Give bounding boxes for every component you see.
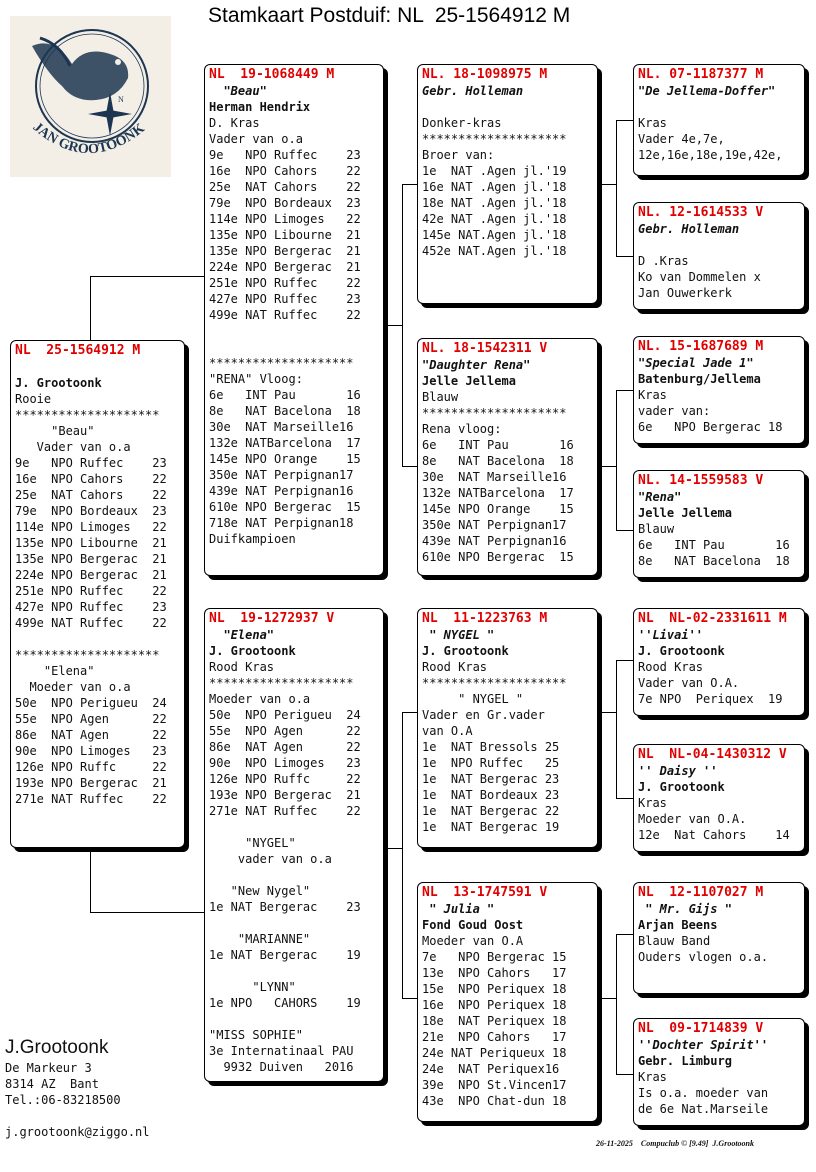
card-line: Moeder van o.a bbox=[209, 692, 311, 706]
pedigree-card-fm-father[interactable] bbox=[633, 336, 805, 444]
card-line: 50e NPO Perigueu 24 bbox=[15, 696, 167, 710]
svg-text:JAN GROOTOONK bbox=[30, 120, 148, 158]
pigeon-name: " Julia " bbox=[422, 902, 495, 916]
card-line: 114e NPO Limoges 22 bbox=[15, 520, 167, 534]
pigeon-name: "Elena" bbox=[209, 628, 275, 642]
card-line: 7e NPO Bergerac 15 bbox=[422, 950, 567, 964]
card-line: "LYNN" bbox=[209, 980, 296, 994]
owner-name: J. Grootoonk bbox=[422, 644, 509, 658]
card-line: 251e NPO Ruffec 22 bbox=[15, 584, 167, 598]
card-line: 1e NAT Bergerac 19 bbox=[422, 820, 560, 834]
connector bbox=[90, 912, 204, 913]
card-line: 126e NPO Ruffc 22 bbox=[209, 772, 361, 786]
card-line: Blauw Band bbox=[638, 934, 711, 948]
connector bbox=[616, 660, 617, 798]
connector bbox=[616, 530, 633, 531]
card-line: Broer van: bbox=[422, 148, 495, 162]
connector bbox=[90, 276, 204, 277]
card-line: ******************** bbox=[209, 356, 354, 370]
ring-number: NL 25-1564912 M bbox=[15, 343, 141, 358]
card-line: ******************** bbox=[209, 676, 354, 690]
card-line: Donker-kras bbox=[422, 116, 502, 130]
card-line: 145e NAT.Agen jl.'18 bbox=[422, 228, 567, 242]
pigeon-name: Gebr. Holleman bbox=[638, 222, 740, 236]
card-line: 25e NAT Cahors 22 bbox=[209, 180, 361, 194]
card-line: ******************** bbox=[422, 132, 567, 146]
pedigree-card-mm-father[interactable] bbox=[633, 882, 805, 994]
card-line: Rooie bbox=[15, 392, 52, 406]
card-line: D. Kras bbox=[209, 116, 260, 130]
card-line: 610e NPO Bergerac 15 bbox=[422, 550, 574, 564]
card-line: 18e NAT .Agen jl.'18 bbox=[422, 196, 567, 210]
card-line: 42e NAT .Agen jl.'18 bbox=[422, 212, 567, 226]
connector bbox=[598, 184, 616, 185]
card-line: 499e NAT Ruffec 22 bbox=[15, 616, 167, 630]
card-line: 610e NPO Bergerac 15 bbox=[209, 500, 361, 514]
connector bbox=[90, 848, 91, 912]
connector bbox=[616, 1074, 633, 1075]
pigeon-name: Gebr. Holleman bbox=[422, 84, 524, 98]
connector bbox=[616, 256, 633, 257]
ring-number: NL. 12-1614533 V bbox=[638, 205, 764, 220]
pigeon-name: "Daughter Rena" bbox=[422, 358, 531, 372]
card-line: Ko van Dommelen x bbox=[638, 270, 761, 284]
breeder-name: J.Grootoonk bbox=[5, 1037, 109, 1058]
owner-name: J. Grootoonk bbox=[638, 780, 725, 794]
card-line: "Elena" bbox=[15, 664, 95, 678]
card-line: "MARIANNE" bbox=[209, 932, 311, 946]
card-line: 193e NPO Bergerac 21 bbox=[209, 788, 361, 802]
pedigree-card-fm-mother[interactable] bbox=[633, 470, 805, 578]
connector bbox=[598, 712, 616, 713]
card-line: 224e NPO Bergerac 21 bbox=[209, 260, 361, 274]
card-line: 16e NPO Cahors 22 bbox=[15, 472, 167, 486]
ring-number: NL. 18-1542311 V bbox=[422, 341, 548, 356]
pedigree-card-mm-mother[interactable] bbox=[633, 1018, 805, 1126]
card-line: vader van: bbox=[638, 404, 711, 418]
card-line: 135e NPO Libourne 21 bbox=[209, 228, 361, 242]
card-line: 193e NPO Bergerac 21 bbox=[15, 776, 167, 790]
ring-number: NL. 14-1559583 V bbox=[638, 473, 764, 488]
card-line: "RENA" Vloog: bbox=[209, 372, 303, 386]
card-line: 439e NAT Perpignan16 bbox=[422, 534, 567, 548]
connector bbox=[402, 998, 417, 999]
card-line: 145e NPO Orange 15 bbox=[209, 452, 361, 466]
card-line: 7e NPO Periquex 19 bbox=[638, 692, 783, 706]
card-line: Vader 4e,7e, bbox=[638, 132, 725, 146]
card-line: 1e NAT Bergerac 23 bbox=[422, 772, 560, 786]
pedigree-card-ff-father[interactable] bbox=[633, 64, 805, 176]
logo bbox=[10, 16, 171, 177]
card-line: Is o.a. moeder van bbox=[638, 1086, 769, 1100]
card-line: 135e NPO Bergerac 21 bbox=[209, 244, 361, 258]
card-line: D .Kras bbox=[638, 254, 689, 268]
pedigree-card-mf-mother[interactable] bbox=[633, 744, 805, 852]
pedigree-card-mf-father[interactable] bbox=[633, 608, 805, 716]
card-line: 6e INT Pau 16 bbox=[209, 388, 361, 402]
card-line: 126e NPO Ruffc 22 bbox=[15, 760, 167, 774]
card-line: 114e NPO Limoges 22 bbox=[209, 212, 361, 226]
breeder-city: 8314 AZ Bant bbox=[5, 1077, 99, 1091]
pigeon-name: '' Daisy '' bbox=[638, 764, 718, 778]
card-line: 90e NPO Limoges 23 bbox=[15, 744, 167, 758]
pigeon-name: "Rena" bbox=[638, 490, 682, 504]
card-line: "Beau" bbox=[15, 424, 95, 438]
card-line: 13e NPO Cahors 17 bbox=[422, 966, 567, 980]
card-line: 1e NAT Bressols 25 bbox=[422, 740, 560, 754]
ring-number: NL. 18-1098975 M bbox=[422, 67, 548, 82]
card-line: 1e NAT .Agen jl.'19 bbox=[422, 164, 567, 178]
card-line: Kras bbox=[638, 388, 667, 402]
card-line: 427e NPO Ruffec 23 bbox=[209, 292, 361, 306]
card-line: de 6e Nat.Marseile bbox=[638, 1102, 769, 1116]
ring-number: NL NL-04-1430312 V bbox=[638, 747, 787, 762]
pedigree-card-subject[interactable] bbox=[10, 340, 185, 848]
card-line: 39e NPO St.Vincen17 bbox=[422, 1078, 567, 1092]
card-line: 9e NPO Ruffec 23 bbox=[209, 148, 361, 162]
pigeon-compass-logo-icon bbox=[10, 16, 171, 177]
card-line bbox=[638, 99, 800, 115]
owner-name: J. Grootoonk bbox=[15, 376, 102, 390]
page-title: Stamkaart Postduif: NL 25-1564912 M bbox=[208, 4, 571, 27]
card-line: 452e NAT.Agen jl.'18 bbox=[422, 244, 567, 258]
card-line: 135e NPO Libourne 21 bbox=[15, 536, 167, 550]
pedigree-card-mother[interactable] bbox=[204, 608, 384, 1082]
card-line: 30e NAT Marseille16 bbox=[422, 470, 567, 484]
connector bbox=[402, 184, 403, 466]
breeder-address: De Markeur 3 bbox=[5, 1061, 92, 1075]
breeder-phone: Tel.:06-83218500 bbox=[5, 1093, 121, 1107]
card-line bbox=[209, 867, 379, 883]
card-line: Blauw bbox=[422, 390, 459, 404]
ring-number: NL 09-1714839 V bbox=[638, 1021, 764, 1036]
connector bbox=[616, 660, 633, 661]
card-line: 1e NAT Bergerac 23 bbox=[209, 900, 361, 914]
card-line: 16e NAT .Agen jl.'18 bbox=[422, 180, 567, 194]
card-line: Blauw bbox=[638, 522, 675, 536]
card-line: 6e INT Pau 16 bbox=[422, 438, 574, 452]
card-line bbox=[209, 963, 379, 979]
card-line: 8e NAT Bacelona 18 bbox=[638, 554, 790, 568]
pedigree-card-father-mother[interactable] bbox=[417, 338, 598, 576]
card-line: 6e INT Pau 16 bbox=[638, 538, 790, 552]
owner-name: Jelle Jellema bbox=[638, 506, 732, 520]
pigeon-name: " NYGEL " bbox=[422, 628, 495, 642]
card-line: 718e NAT Perpignan18 bbox=[209, 516, 354, 530]
card-line: Moeder van O.A. bbox=[638, 812, 747, 826]
pigeon-name: " Mr. Gijs " bbox=[638, 902, 732, 916]
owner-name: Batenburg/Jellema bbox=[638, 372, 761, 386]
owner-name: J. Grootoonk bbox=[638, 644, 725, 658]
logo-text: JAN GROOTOONK bbox=[29, 119, 148, 158]
pedigree-card-father[interactable] bbox=[204, 64, 384, 576]
pedigree-card-father-father[interactable] bbox=[417, 64, 598, 304]
card-line: "NYGEL" bbox=[209, 836, 296, 850]
card-line: 6e NPO Bergerac 18 bbox=[638, 420, 783, 434]
card-line bbox=[209, 339, 379, 355]
card-line: Ouders vlogen o.a. bbox=[638, 950, 769, 964]
card-line: 24e NAT Periquex16 bbox=[422, 1062, 560, 1076]
pigeon-name: "De Jellema-Doffer" bbox=[638, 84, 776, 98]
connector bbox=[384, 325, 402, 326]
card-line bbox=[422, 99, 593, 115]
card-line bbox=[15, 359, 180, 375]
card-line: 427e NPO Ruffec 23 bbox=[15, 600, 167, 614]
card-line: 8e NAT Bacelona 18 bbox=[209, 404, 361, 418]
card-line: 79e NPO Bordeaux 23 bbox=[209, 196, 361, 210]
card-line: Rena vloog: bbox=[422, 422, 502, 436]
footer-credit: 26-11-2025 Compuclub © [9.49] J.Grootoonk bbox=[596, 1139, 754, 1148]
card-line: 1e NAT Bergerac 22 bbox=[422, 804, 560, 818]
card-line: ******************** bbox=[15, 408, 160, 422]
card-line: 9e NPO Ruffec 23 bbox=[15, 456, 167, 470]
ring-number: NL 19-1272937 V bbox=[209, 611, 335, 626]
card-line bbox=[15, 631, 180, 647]
card-line: 251e NPO Ruffec 22 bbox=[209, 276, 361, 290]
card-line: 16e NPO Cahors 22 bbox=[209, 164, 361, 178]
card-line: 18e NAT Periquex 18 bbox=[422, 1014, 567, 1028]
card-line: 12e Nat Cahors 14 bbox=[638, 828, 790, 842]
ring-number: NL. 07-1187377 M bbox=[638, 67, 764, 82]
owner-name: Fond Goud Oost bbox=[422, 918, 524, 932]
card-line bbox=[638, 237, 800, 253]
card-line: 1e NAT Bordeaux 23 bbox=[422, 788, 560, 802]
connector bbox=[402, 184, 417, 185]
card-line: 86e NAT Agen 22 bbox=[209, 740, 361, 754]
pigeon-name: "Special Jade 1" bbox=[638, 356, 754, 370]
owner-name: Gebr. Limburg bbox=[638, 1054, 732, 1068]
card-line: Rood Kras bbox=[638, 660, 704, 674]
ring-number: NL. 15-1687689 M bbox=[638, 339, 764, 354]
card-line: 439e NAT Perpignan16 bbox=[209, 484, 354, 498]
card-line: 50e NPO Perigueu 24 bbox=[209, 708, 361, 722]
card-line: 25e NAT Cahors 22 bbox=[15, 488, 167, 502]
card-line: 1e NAT Bergerac 19 bbox=[209, 948, 361, 962]
card-line: 86e NAT Agen 22 bbox=[15, 728, 167, 742]
card-line: van O.A bbox=[422, 724, 473, 738]
card-line: Rood Kras bbox=[422, 660, 488, 674]
card-line: 21e NPO Cahors 17 bbox=[422, 1030, 567, 1044]
card-line: Vader van o.a bbox=[209, 132, 303, 146]
card-line bbox=[209, 1011, 379, 1027]
card-line: 132e NATBarcelona 17 bbox=[422, 486, 574, 500]
pedigree-card-mother-mother[interactable] bbox=[417, 882, 598, 1122]
connector bbox=[616, 934, 633, 935]
card-line: Duifkampioen bbox=[209, 532, 296, 546]
owner-name: Arjan Beens bbox=[638, 918, 718, 932]
card-line: 1e NPO CAHORS 19 bbox=[209, 996, 361, 1010]
card-line: "New Nygel" bbox=[209, 884, 311, 898]
card-line bbox=[209, 323, 379, 339]
card-line: 3e Internatinaal PAU bbox=[209, 1044, 354, 1058]
card-line: Kras bbox=[638, 796, 667, 810]
card-line: Jan Ouwerkerk bbox=[638, 286, 732, 300]
connector bbox=[402, 712, 417, 713]
card-line: 271e NAT Ruffec 22 bbox=[209, 804, 361, 818]
card-line: 55e NPO Agen 22 bbox=[209, 724, 361, 738]
breeder-email[interactable]: j.grootoonk@ziggo.nl bbox=[5, 1125, 150, 1139]
card-line: 271e NAT Ruffec 22 bbox=[15, 792, 167, 806]
card-line: 350e NAT Perpignan17 bbox=[209, 468, 354, 482]
connector bbox=[384, 848, 402, 849]
card-line: " NYGEL " bbox=[422, 692, 524, 706]
svg-text:N: N bbox=[118, 95, 124, 104]
pedigree-card-mother-father[interactable] bbox=[417, 608, 598, 848]
ring-number: NL 12-1107027 M bbox=[638, 885, 764, 900]
card-line: Vader van O.A. bbox=[638, 676, 740, 690]
card-line: Kras bbox=[638, 116, 667, 130]
card-line: 16e NPO Periquex 18 bbox=[422, 998, 567, 1012]
connector bbox=[616, 120, 617, 256]
card-line: Moeder van O.A bbox=[422, 934, 524, 948]
pigeon-name: ''Livai'' bbox=[638, 628, 704, 642]
owner-name: Jelle Jellema bbox=[422, 374, 516, 388]
card-line: 43e NPO Chat-dun 18 bbox=[422, 1094, 567, 1108]
card-line: ******************** bbox=[422, 406, 567, 420]
card-line: vader van o.a bbox=[209, 852, 332, 866]
card-line: 8e NAT Bacelona 18 bbox=[422, 454, 574, 468]
card-line bbox=[209, 819, 379, 835]
card-line: ******************** bbox=[15, 648, 160, 662]
ring-number: NL NL-02-2331611 M bbox=[638, 611, 787, 626]
card-line: 350e NAT Perpignan17 bbox=[422, 518, 567, 532]
pedigree-card-ff-mother[interactable] bbox=[633, 202, 805, 310]
owner-name: J. Grootoonk bbox=[209, 644, 296, 658]
card-line: 132e NATBarcelona 17 bbox=[209, 436, 361, 450]
pigeon-name: "Beau" bbox=[209, 84, 267, 98]
connector bbox=[616, 120, 633, 121]
ring-number: NL 13-1747591 V bbox=[422, 885, 548, 900]
connector bbox=[616, 390, 617, 530]
ring-number: NL 11-1223763 M bbox=[422, 611, 548, 626]
connector bbox=[402, 712, 403, 998]
card-line: Vader en Gr.vader bbox=[422, 708, 545, 722]
connector bbox=[402, 466, 417, 467]
card-line: 135e NPO Bergerac 21 bbox=[15, 552, 167, 566]
connector bbox=[616, 798, 633, 799]
card-line: 55e NPO Agen 22 bbox=[15, 712, 167, 726]
card-line: 1e NPO Ruffec 25 bbox=[422, 756, 560, 770]
connector bbox=[598, 998, 616, 999]
card-line: 90e NPO Limoges 23 bbox=[209, 756, 361, 770]
card-line: Rood Kras bbox=[209, 660, 275, 674]
connector bbox=[598, 466, 616, 467]
card-line: 145e NPO Orange 15 bbox=[422, 502, 574, 516]
card-line: 12e,16e,18e,19e,42e, bbox=[638, 148, 783, 162]
connector bbox=[616, 390, 633, 391]
breeder-info bbox=[5, 1036, 121, 1108]
connector bbox=[90, 276, 91, 340]
card-line bbox=[209, 915, 379, 931]
connector bbox=[616, 934, 617, 1074]
card-line: 499e NAT Ruffec 22 bbox=[209, 308, 361, 322]
ring-number: NL 19-1068449 M bbox=[209, 67, 335, 82]
card-line: 9932 Duiven 2016 bbox=[209, 1060, 354, 1074]
card-line: "MISS SOPHIE" bbox=[209, 1028, 303, 1042]
card-line: 224e NPO Bergerac 21 bbox=[15, 568, 167, 582]
card-line: 79e NPO Bordeaux 23 bbox=[15, 504, 167, 518]
pigeon-name: ''Dochter Spirit'' bbox=[638, 1038, 769, 1052]
card-line: Kras bbox=[638, 1070, 667, 1084]
card-line: 30e NAT Marseille16 bbox=[209, 420, 354, 434]
card-line: ******************** bbox=[422, 676, 567, 690]
owner-name: Herman Hendrix bbox=[209, 100, 311, 114]
card-line: Vader van o.a bbox=[15, 440, 131, 454]
card-line: Moeder van o.a bbox=[15, 680, 131, 694]
card-line: 24e NAT Periqueux 18 bbox=[422, 1046, 567, 1060]
card-line: 15e NPO Periquex 18 bbox=[422, 982, 567, 996]
